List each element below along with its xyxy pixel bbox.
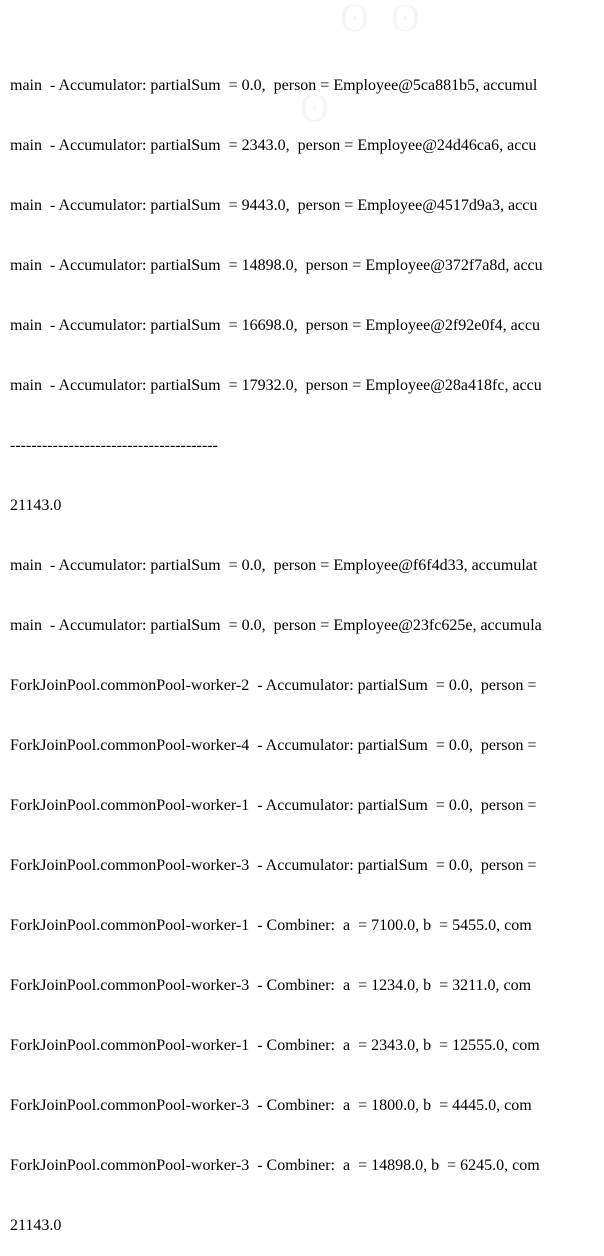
console-line: ForkJoinPool.commonPool-worker-4 - Accumulator: partialSum = 0.0, person = xyxy=(10,737,537,754)
console-line: ForkJoinPool.commonPool-worker-1 - Combiner: a = 7100.0, b = 5455.0, com xyxy=(10,917,532,934)
console-line: main - Accumulator: partialSum = 14898.0, person = Employee@372f7a8d, accu xyxy=(10,257,543,274)
console-line: main - Accumulator: partialSum = 0.0, person = Employee@f6f4d33, accumulat xyxy=(10,557,538,574)
console-output xyxy=(10,36,604,1256)
console-line: ForkJoinPool.commonPool-worker-3 - Combiner: a = 1234.0, b = 3211.0, com xyxy=(10,977,532,994)
watermark-mark xyxy=(340,0,426,41)
console-separator: --------------------------------------- xyxy=(10,437,218,454)
console-result-line: 21143.0 xyxy=(10,497,62,514)
console-line: main - Accumulator: partialSum = 17932.0, person = Employee@28a418fc, accu xyxy=(10,377,542,394)
console-line: main - Accumulator: partialSum = 16698.0, person = Employee@2f92e0f4, accu xyxy=(10,317,540,334)
console-result-line: 21143.0 xyxy=(10,1217,62,1234)
console-line: ForkJoinPool.commonPool-worker-1 - Accumulator: partialSum = 0.0, person = xyxy=(10,797,537,814)
console-line: ForkJoinPool.commonPool-worker-3 - Accumulator: partialSum = 0.0, person = xyxy=(10,857,537,874)
console-line: ForkJoinPool.commonPool-worker-2 - Accumulator: partialSum = 0.0, person = xyxy=(10,677,537,694)
console-line: main - Accumulator: partialSum = 0.0, person = Employee@5ca881b5, accumul xyxy=(10,77,538,94)
console-line: main - Accumulator: partialSum = 9443.0, person = Employee@4517d9a3, accu xyxy=(10,197,538,214)
console-line: ForkJoinPool.commonPool-worker-3 - Combiner: a = 14898.0, b = 6245.0, com xyxy=(10,1157,540,1174)
console-line: main - Accumulator: partialSum = 0.0, person = Employee@23fc625e, accumula xyxy=(10,617,542,634)
console-line: ForkJoinPool.commonPool-worker-1 - Combiner: a = 2343.0, b = 12555.0, com xyxy=(10,1037,540,1054)
console-line: ForkJoinPool.commonPool-worker-3 - Combiner: a = 1800.0, b = 4445.0, com xyxy=(10,1097,532,1114)
console-line: main - Accumulator: partialSum = 2343.0, person = Employee@24d46ca6, accu xyxy=(10,137,537,154)
